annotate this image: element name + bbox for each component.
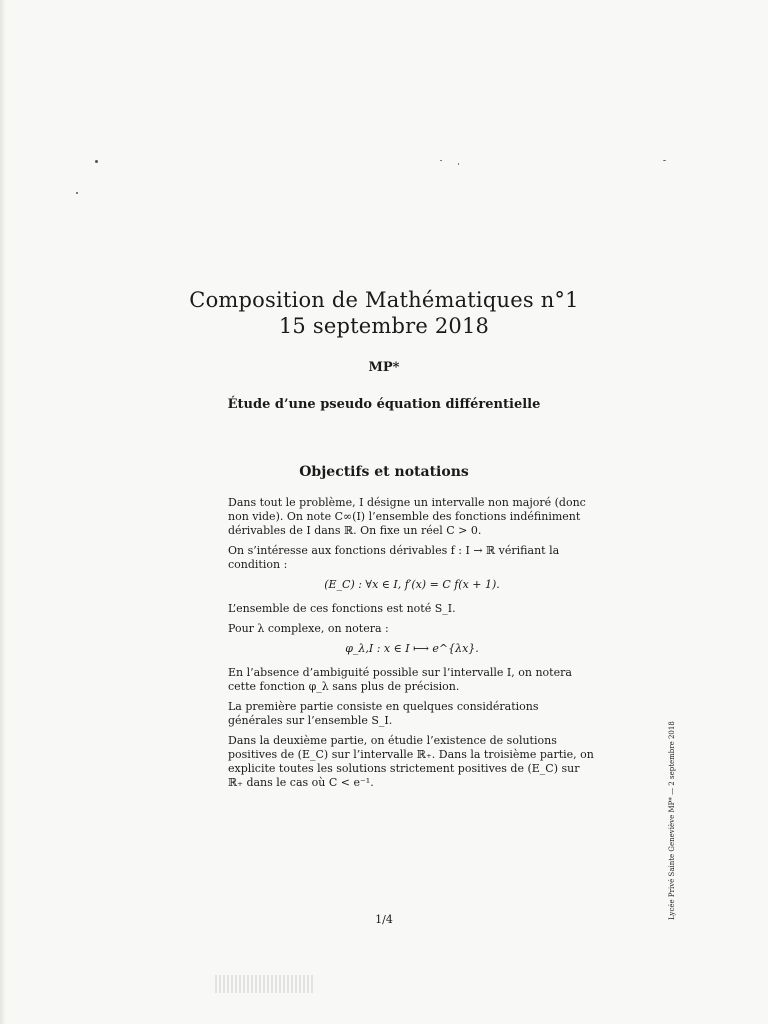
paragraph-part1: La première partie consiste en quelques considérations générales sur l’ensemble S_I. [228, 700, 539, 727]
scan-speck [95, 160, 98, 163]
section-heading: Objectifs et notations [299, 464, 469, 480]
scan-speck [663, 160, 666, 161]
scan-speck [76, 192, 78, 194]
scan-speck [458, 163, 459, 165]
paragraph-set: L’ensemble de ces fonctions est noté S_I. [228, 602, 456, 615]
scan-speck [440, 160, 442, 161]
paragraph-condition: On s’intéresse aux fonctions dérivables f : I → ℝ vérifiant la condition : [228, 544, 560, 571]
document-title-line-1: Composition de Mathématiques n°1 [189, 288, 579, 312]
side-note: Lycée Privé Sainte Geneviève MP* — 2 septembre 2018 [668, 721, 676, 920]
scan-noise [215, 975, 315, 993]
paragraph-intro: Dans tout le problème, I désigne un intervalle non majoré (donc non vide). On note C∞(I) l’ensemble des fonctions indéfiniment dérivables de I dans ℝ. On fixe un réel C > 0. [228, 496, 586, 537]
page-edge-shadow [0, 0, 6, 1024]
document-title-line-2: 15 septembre 2018 [278, 314, 490, 338]
formula-phi: φ_λ,I : x ∈ I ⟼ e^{λx}. [345, 642, 479, 655]
page-number: 1/4 [375, 913, 393, 926]
paragraph-lambda: Pour λ complexe, on notera : [228, 622, 389, 635]
paragraph-ambiguity: En l’absence d’ambiguité possible sur l’intervalle I, on notera cette fonction φ_λ sans plus de précision. [228, 666, 572, 693]
document-subtitle: Étude d’une pseudo équation différentielle [227, 397, 541, 412]
class-label: MP* [368, 360, 400, 375]
body-text [228, 496, 596, 796]
formula-ec: (E_C) : ∀x ∈ I, f′(x) = C f(x + 1). [324, 578, 500, 591]
paragraph-parts-2-3: Dans la deuxième partie, on étudie l’existence de solutions positives de (E_C) sur l’intervalle ℝ₊. Dans la troisième partie, on explicite toutes les solutions strictement positives de (E_C) sur ℝ₊ dans le cas où C < e⁻¹. [228, 734, 594, 789]
